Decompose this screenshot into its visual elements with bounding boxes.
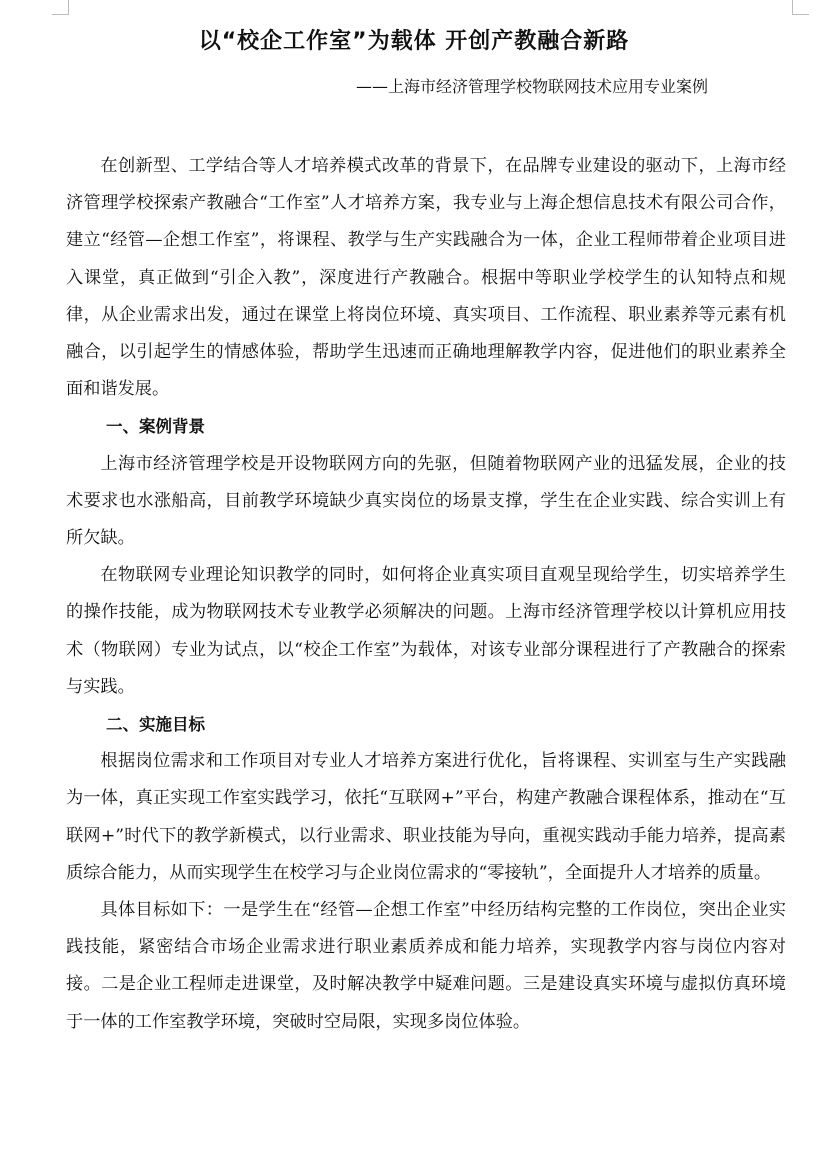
body-paragraph: 根据岗位需求和工作项目对专业人才培养方案进行优化，旨将课程、实训室与生产实践融为一体，真正实现工作室实践学习，依托“互联网+”平台，构建产教融合课程体系，推动在“互联网+”时代下的教学新模式，以行业需求、职业技能为导向，重视实践动手能力培养，提高素质综合能力，从而实现学生在校学习与企业岗位需求的“零接轨”，全面提升人才培养的质量。 bbox=[66, 751, 786, 883]
margin-corner-mark bbox=[792, 0, 809, 15]
body-paragraph: 在物联网专业理论知识教学的同时，如何将企业真实项目直观呈现给学生，切实培养学生的操作技能，成为物联网技术专业教学必须解决的问题。上海市经济管理学校以计算机应用技术（物联网）专业为试点，以“校企工作室”为载体，对该专业部分课程进行了产教融合的探索与实践。 bbox=[66, 565, 786, 697]
intro-paragraph: 在创新型、工学结合等人才培养模式改革的背景下，在品牌专业建设的驱动下，上海市经济管理学校探索产教融合“工作室”人才培养方案，我专业与上海企想信息技术有限公司合作，建立“经管—企想工作室”，将课程、教学与生产实践融合为一体，企业工程师带着企业项目进入课堂，真正做到“引企入教”，深度进行产教融合。根据中等职业学校学生的认知特点和规律，从企业需求出发，通过在课堂上将岗位环境、真实项目、工作流程、职业素养等元素有机融合，以引起学生的情感体验，帮助学生迅速而正确地理解教学内容，促进他们的职业素养全面和谐发展。 bbox=[66, 156, 786, 400]
document-subtitle: ——上海市经济管理学校物联网技术应用专业案例 bbox=[355, 77, 708, 96]
document-body bbox=[66, 148, 786, 1041]
section-heading: 二、实施目标 bbox=[106, 715, 205, 735]
margin-corner-mark bbox=[52, 0, 69, 15]
body-paragraph: 上海市经济管理学校是开设物联网方向的先驱，但随着物联网产业的迅猛发展，企业的技术要求也水涨船高，目前教学环境缺少真实岗位的场景支撑，学生在企业实践、综合实训上有所欠缺。 bbox=[66, 453, 786, 549]
body-paragraph: 具体目标如下：一是学生在“经管—企想工作室”中经历结构完整的工作岗位，突出企业实践技能，紧密结合市场企业需求进行职业素质养成和能力培养，实现教学内容与岗位内容对接。二是企业工程师走进课堂，及时解决教学中疑难问题。三是建设真实环境与虚拟仿真环境于一体的工作室教学环境，突破时空局限，实现多岗位体验。 bbox=[66, 900, 786, 1032]
section-heading: 一、案例背景 bbox=[106, 417, 205, 437]
document-title: 以“校企工作室”为载体 开创产教融合新路 bbox=[198, 29, 630, 54]
